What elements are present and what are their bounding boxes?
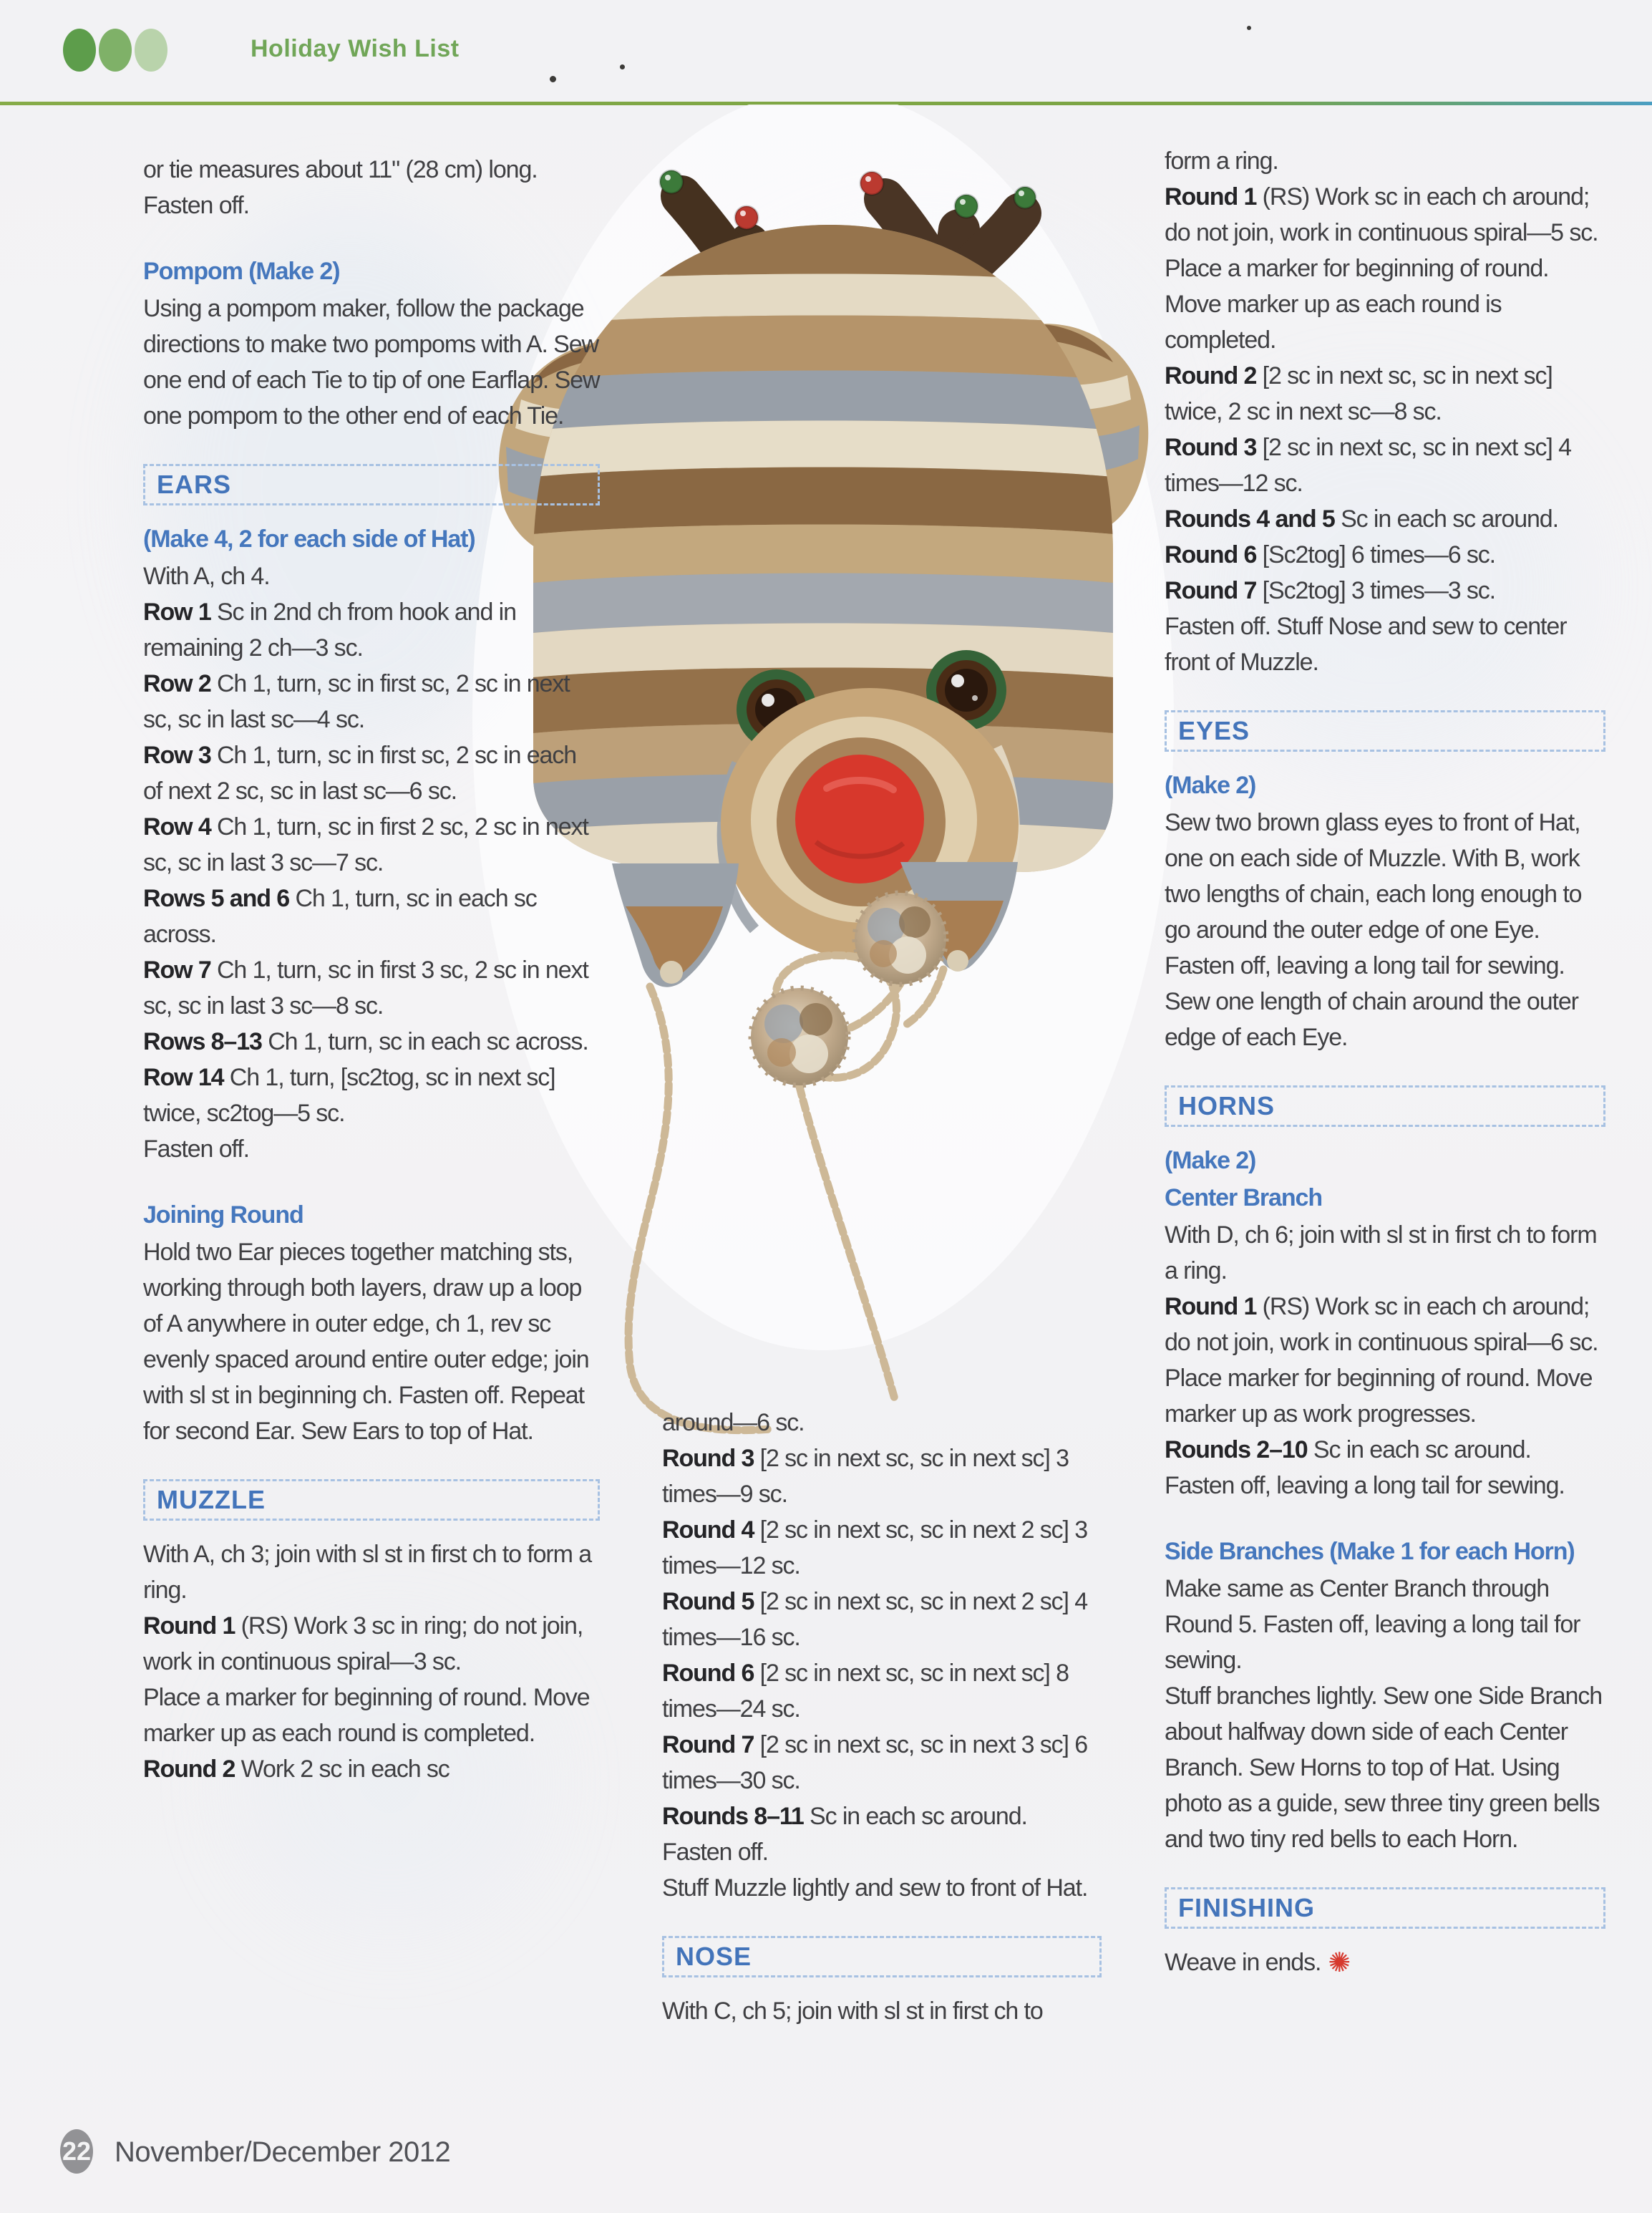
instruction-label: Round 3 [662, 1445, 754, 1472]
instruction-text: With A, ch 4. [143, 563, 270, 590]
instruction-text: Sc in each sc around. [803, 1803, 1027, 1830]
instruction-label: Rounds 4 and 5 [1165, 505, 1335, 533]
pattern-paragraph [1165, 143, 1605, 179]
instruction-label: Row 1 [143, 599, 211, 626]
instruction-text: Using a pompom maker, follow the package directions to make two pompoms with A. Sew one end of each Tie to tip of one Earflap. Sew one pompom to the other end of each Tie. [143, 295, 600, 430]
instruction-text: Fasten off. [662, 1839, 768, 1866]
page-footer [0, 2112, 1652, 2198]
instruction-label: Round 6 [1165, 541, 1257, 568]
pattern-paragraph [143, 952, 600, 1024]
instruction-text: With C, ch 5; join with sl st in first ch to [662, 1997, 1043, 2025]
logo-dot-icon [99, 29, 132, 72]
instruction-text: With A, ch 3; join with sl st in first ch to form a ring. [143, 1541, 592, 1604]
pattern-paragraph [1165, 609, 1605, 680]
instruction-text: Fasten off, leaving a long tail for sewing. [1165, 1472, 1565, 1499]
instruction-text: [2 sc in next sc, sc in next 2 sc] 3 times—12 sc. [662, 1516, 1088, 1579]
instruction-text: Ch 1, turn, [sc2tog, sc in next sc] twice, sc2tog—5 sc. [143, 1064, 555, 1127]
pattern-subheading: Pompom (Make 2) [143, 258, 340, 285]
pattern-paragraph [1165, 1945, 1605, 1980]
pattern-subheading: (Make 2) [1165, 772, 1256, 799]
instruction-text: (RS) Work sc in each ch around; do not join, work in continuous spiral—6 sc. Place marker for beginning of round. Move marker up as work progresses. [1165, 1293, 1598, 1428]
pattern-paragraph [1165, 1468, 1605, 1503]
instruction-label: Round 5 [662, 1588, 754, 1615]
instruction-label: Round 3 [1165, 434, 1257, 461]
pattern-paragraph [1165, 1217, 1605, 1289]
pattern-paragraph [143, 809, 600, 881]
instruction-text: (RS) Work 3 sc in ring; do not join, work in continuous spiral—3 sc. [143, 1612, 583, 1675]
pattern-paragraph [1165, 1678, 1605, 1857]
pompom [751, 988, 848, 1085]
section-heading-finishing [1165, 1887, 1605, 1929]
pattern-paragraph [662, 1512, 1102, 1584]
instruction-text: (RS) Work sc in each ch around; do not join, work in continuous spiral—5 sc. [1165, 183, 1598, 246]
pattern-paragraph [143, 1680, 600, 1751]
page-header [0, 0, 1652, 107]
instruction-text: Sc in each sc around. [1307, 1436, 1531, 1463]
instruction-text: Place a marker for beginning of round. Move marker up as each round is completed. [143, 1684, 590, 1747]
pattern-paragraph [143, 881, 600, 952]
instruction-text: Stuff Muzzle lightly and sew to front of Hat. [662, 1874, 1088, 1902]
instruction-label: Rows 8–13 [143, 1028, 262, 1055]
instruction-label: Rounds 8–11 [662, 1803, 804, 1830]
section-heading-nose [662, 1936, 1102, 1977]
instruction-text: or tie measures about 11" (28 cm) long. [143, 156, 538, 183]
pattern-paragraph [143, 1234, 600, 1449]
instruction-text: Fasten off. Stuff Nose and sew to center front of Muzzle. [1165, 613, 1567, 676]
pattern-paragraph [143, 1024, 600, 1060]
instruction-text: Ch 1, turn, sc in first sc, 2 sc in next sc, sc in last sc—4 sc. [143, 670, 570, 733]
pattern-paragraph [143, 1751, 600, 1787]
pattern-paragraph [1165, 358, 1605, 430]
instruction-text: [2 sc in next sc, sc in next sc] 8 times—24 sc. [662, 1660, 1069, 1723]
logo-dot-icon [135, 29, 167, 72]
instruction-label: Rounds 2–10 [1165, 1436, 1308, 1463]
section-heading-muzzle [143, 1479, 600, 1521]
instruction-text: [2 sc in next sc, sc in next sc] 3 times—9 sc. [662, 1445, 1069, 1508]
instruction-text: Fasten off. [143, 192, 249, 219]
pattern-paragraph [1165, 1571, 1605, 1678]
pattern-paragraph [662, 1727, 1102, 1798]
section-heading-label: EYES [1178, 716, 1250, 745]
instruction-text: around—6 sc. [662, 1409, 805, 1436]
instruction-text: [2 sc in next sc, sc in next 3 sc] 6 times—30 sc. [662, 1731, 1088, 1794]
pattern-paragraph [1165, 1432, 1605, 1468]
instruction-text: Weave in ends. [1165, 1949, 1321, 1976]
instruction-text: Ch 1, turn, sc in first 2 sc, 2 sc in next sc, sc in last 3 sc—7 sc. [143, 813, 588, 876]
instruction-text: Sew two brown glass eyes to front of Hat, one on each side of Muzzle. With B, work two lengths of chain, each long enough to go around the outer edge of one Eye. Fasten off, leaving a long tail for sewing. Sew one length of chain around the outer edge of each Eye. [1165, 809, 1582, 1051]
pattern-paragraph [662, 1834, 1102, 1870]
instruction-label: Rows 5 and 6 [143, 885, 290, 912]
logo-dot-icon [63, 29, 96, 72]
instruction-text: Fasten off. [143, 1135, 249, 1163]
instruction-text: With D, ch 6; join with sl st in first ch to form a ring. [1165, 1221, 1597, 1284]
instruction-label: Round 7 [662, 1731, 754, 1758]
instruction-label: Round 6 [662, 1660, 754, 1687]
pattern-paragraph [662, 1405, 1102, 1440]
pattern-paragraph [143, 666, 600, 737]
instruction-text: Work 2 sc in each sc [235, 1756, 450, 1783]
instruction-text: [Sc2tog] 6 times—6 sc. [1256, 541, 1496, 568]
column-middle [662, 1405, 1102, 2029]
section-heading-label: HORNS [1178, 1091, 1276, 1120]
pattern-paragraph [1165, 179, 1605, 251]
instruction-text: [Sc2tog] 3 times—3 sc. [1256, 577, 1496, 604]
pattern-paragraph [1165, 430, 1605, 501]
pattern-paragraph [143, 737, 600, 809]
pattern-paragraph [143, 291, 600, 434]
instruction-label: Row 4 [143, 813, 211, 841]
section-heading-label: MUZZLE [157, 1485, 266, 1514]
pattern-paragraph [662, 1798, 1102, 1834]
instruction-label: Round 1 [1165, 183, 1257, 210]
pattern-subheading: (Make 2) [1165, 1147, 1256, 1174]
pattern-paragraph [1165, 251, 1605, 358]
pattern-paragraph [1165, 1289, 1605, 1432]
pattern-subheading: (Make 4, 2 for each side of Hat) [143, 526, 475, 553]
pattern-paragraph [662, 1440, 1102, 1512]
instruction-text: Place a marker for beginning of round. Move marker up as each round is completed. [1165, 255, 1549, 354]
pattern-end-icon: ✺ [1328, 1948, 1351, 1978]
pattern-paragraph [143, 1060, 600, 1131]
pattern-paragraph [143, 1131, 600, 1167]
pattern-paragraph [662, 1993, 1102, 2029]
pattern-paragraph [1165, 501, 1605, 537]
section-heading-ears [143, 464, 600, 505]
instruction-label: Row 3 [143, 742, 211, 769]
instruction-text: Ch 1, turn, sc in first 3 sc, 2 sc in next sc, sc in last 3 sc—8 sc. [143, 957, 588, 1020]
column-right [1165, 143, 1605, 1980]
magazine-logo [63, 29, 178, 74]
instruction-text: Ch 1, turn, sc in first sc, 2 sc in each of next 2 sc, sc in last sc—6 sc. [143, 742, 577, 805]
pattern-paragraph [662, 1655, 1102, 1727]
instruction-label: Round 2 [143, 1756, 235, 1783]
pattern-paragraph [143, 594, 600, 666]
section-heading-eyes [1165, 710, 1605, 752]
pattern-subheading: Side Branches (Make 1 for each Horn) [1165, 1538, 1575, 1565]
instruction-text: Make same as Center Branch through Round 5. Fasten off, leaving a long tail for sewing. [1165, 1575, 1580, 1674]
instruction-label: Round 2 [1165, 362, 1257, 389]
section-heading-label: NOSE [676, 1942, 752, 1971]
instruction-text: form a ring. [1165, 147, 1278, 175]
instruction-text: Sc in 2nd ch from hook and in remaining 2 ch—3 sc. [143, 599, 516, 662]
instruction-text: Ch 1, turn, sc in each sc across. [143, 885, 537, 948]
instruction-text: Sc in each sc around. [1334, 505, 1558, 533]
instruction-text: [2 sc in next sc, sc in next sc] twice, 2 sc in next sc—8 sc. [1165, 362, 1553, 425]
instruction-text: Hold two Ear pieces together matching sts, working through both layers, draw up a loop of A anywhere in outer edge, ch 1, rev sc evenly spaced around entire outer edge; join with sl st in beginning ch. Fasten off. Repeat for second Ear. Sew Ears to top of Hat. [143, 1239, 589, 1445]
section-heading-label: EARS [157, 470, 232, 499]
section-heading-label: FINISHING [1178, 1893, 1316, 1922]
instruction-label: Round 7 [1165, 577, 1257, 604]
instruction-label: Round 4 [662, 1516, 754, 1544]
section-heading-horns [1165, 1085, 1605, 1127]
pattern-paragraph [1165, 573, 1605, 609]
pattern-paragraph [143, 558, 600, 594]
pattern-paragraph [662, 1870, 1102, 1906]
page-title: Holiday Wish List [251, 35, 460, 62]
pattern-paragraph [143, 1608, 600, 1680]
pattern-subheading: Center Branch [1165, 1184, 1322, 1211]
pattern-subheading: Joining Round [143, 1201, 303, 1229]
instruction-label: Row 2 [143, 670, 211, 697]
instruction-label: Round 1 [1165, 1293, 1257, 1320]
instruction-text: Stuff branches lightly. Sew one Side Branch about halfway down side of each Center Branch. Sew Horns to top of Hat. Using photo as a guide, sew three tiny green bells and two tiny red bells to each Horn. [1165, 1682, 1603, 1853]
instruction-text: [2 sc in next sc, sc in next sc] 4 times—12 sc. [1165, 434, 1571, 497]
instruction-label: Row 7 [143, 957, 211, 984]
pattern-paragraph [1165, 537, 1605, 573]
column-left [143, 152, 600, 1787]
pattern-paragraph [143, 152, 600, 188]
pattern-paragraph [143, 1536, 600, 1608]
instruction-text: [2 sc in next sc, sc in next 2 sc] 4 times—16 sc. [662, 1588, 1088, 1651]
instruction-label: Round 1 [143, 1612, 235, 1640]
issue-date: November/December 2012 [115, 2136, 451, 2168]
pattern-paragraph [662, 1584, 1102, 1655]
pattern-paragraph [143, 188, 600, 223]
pompom [855, 893, 946, 984]
instruction-label: Row 14 [143, 1064, 224, 1091]
pattern-paragraph [1165, 805, 1605, 1055]
page-number-badge: 22 [60, 2129, 93, 2174]
instruction-text: Ch 1, turn, sc in each sc across. [261, 1028, 588, 1055]
